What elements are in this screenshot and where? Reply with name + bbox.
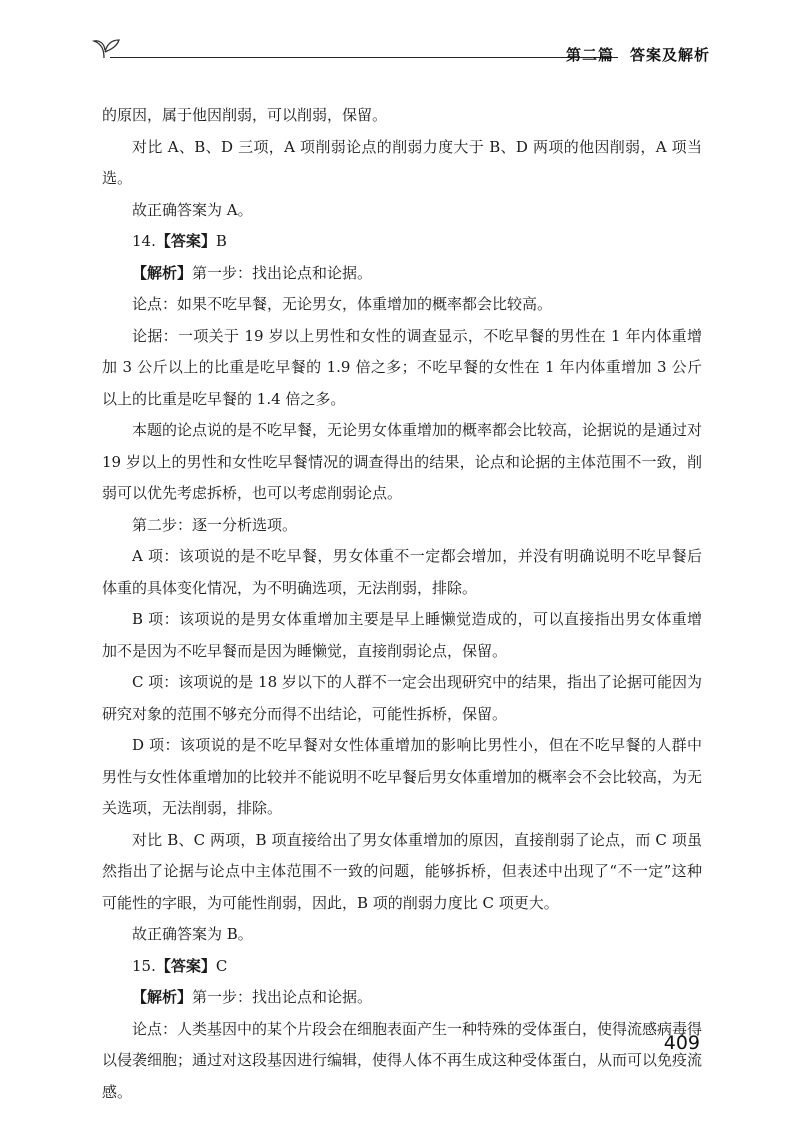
section-title: 第二篇 答案及解析 <box>565 46 710 64</box>
body-paragraph: D 项：该项说的是不吃早餐对女性体重增加的影响比男性小，但在不吃早餐的人群中男性与女性体重增加的比较并不能说明不吃早餐后男女体重增加的概率会不会比较高，为无关选项，无法削弱，排除。 <box>102 736 703 817</box>
page-body <box>102 100 702 1108</box>
body-paragraph: 本题的论点说的是不吃早餐，无论男女体重增加的概率都会比较高，论据说的是通过对 19 岁以上的男性和女性吃早餐情况的调查得出的结果，论点和论据的主体范围不一致，削弱可以优先考虑拆桥，也可以考虑削弱论点。 <box>102 421 703 502</box>
body-paragraph: 论据：一项关于 19 岁以上男性和女性的调查显示，不吃早餐的男性在 1 年内体重增加 3 公斤以上的比重是吃早餐的 1.9 倍之多；不吃早餐的女性在 1 年内体重增加 3 公斤以上的比重是吃早餐的 1.4 倍之多。 <box>102 326 702 408</box>
body-paragraph: 论点：如果不吃早餐，无论男女，体重增加的概率都会比较高。 <box>132 295 553 313</box>
header-rule <box>110 57 618 58</box>
body-paragraph: 的原因，属于他因削弱，可以削弱，保留。 <box>102 106 388 124</box>
body-paragraph: 论点：人类基因中的某个片段会在细胞表面产生一种特殊的受体蛋白，使得流感病毒得以侵袭细胞；通过对这段基因进行编辑，使得人体不再生成这种受体蛋白，从而可以免疫流感。 <box>102 1019 703 1101</box>
question-number: 14. <box>132 232 156 250</box>
answer-tag: 【答案】 <box>155 956 216 975</box>
body-paragraph: 故正确答案为 B。 <box>132 925 253 943</box>
body-paragraph: 对比 A、B、D 三项，A 项削弱论点的削弱力度大于 B、D 两项的他因削弱，A 项当选。 <box>102 137 702 187</box>
body-paragraph: 第二步：逐一分析选项。 <box>132 515 298 534</box>
page-number: 409 <box>663 1032 700 1054</box>
running-header <box>88 30 710 70</box>
body-paragraph: B 项：该项说的是男女体重增加主要是早上睡懒觉造成的，可以直接指出男女体重增加不是因为不吃早餐而是因为睡懒觉，直接削弱论点，保留。 <box>102 610 702 660</box>
answer-line <box>102 226 702 258</box>
answer-value: B <box>215 232 227 250</box>
answer-tag: 【答案】 <box>155 232 216 250</box>
question-number: 15. <box>132 956 156 975</box>
analysis-text: 第一步：找出论点和论据。 <box>192 263 373 282</box>
analysis-text: 第一步：找出论点和论据。 <box>192 988 373 1006</box>
analysis-line <box>102 258 702 290</box>
answer-value: C <box>215 956 228 975</box>
body-paragraph: A 项：该项说的是不吃早餐，男女体重不一定都会增加，并没有明确说明不吃早餐后体重的具体变化情况，为不明确选项，无法削弱，排除。 <box>102 547 702 597</box>
body-paragraph: 对比 B、C 两项，B 项直接给出了男女体重增加的原因，直接削弱了论点，而 C 项虽然指出了论据与论点中主体范围不一致的问题，能够拆桥，但表述中出现了“不一定”这种可能性的字眼，为可能性削弱，因此，B 项的削弱力度比 C 项更大。 <box>102 830 702 912</box>
analysis-line <box>102 982 702 1014</box>
analysis-tag: 【解析】 <box>132 263 193 282</box>
analysis-tag: 【解析】 <box>132 988 193 1006</box>
body-paragraph: 故正确答案为 A。 <box>132 200 253 219</box>
body-paragraph: C 项：该项说的是 18 岁以下的人群不一定会出现研究中的结果，指出了论据可能因为研究对象的范围不够充分而得不出结论，可能性拆桥，保留。 <box>102 673 702 723</box>
answer-line <box>102 951 702 983</box>
